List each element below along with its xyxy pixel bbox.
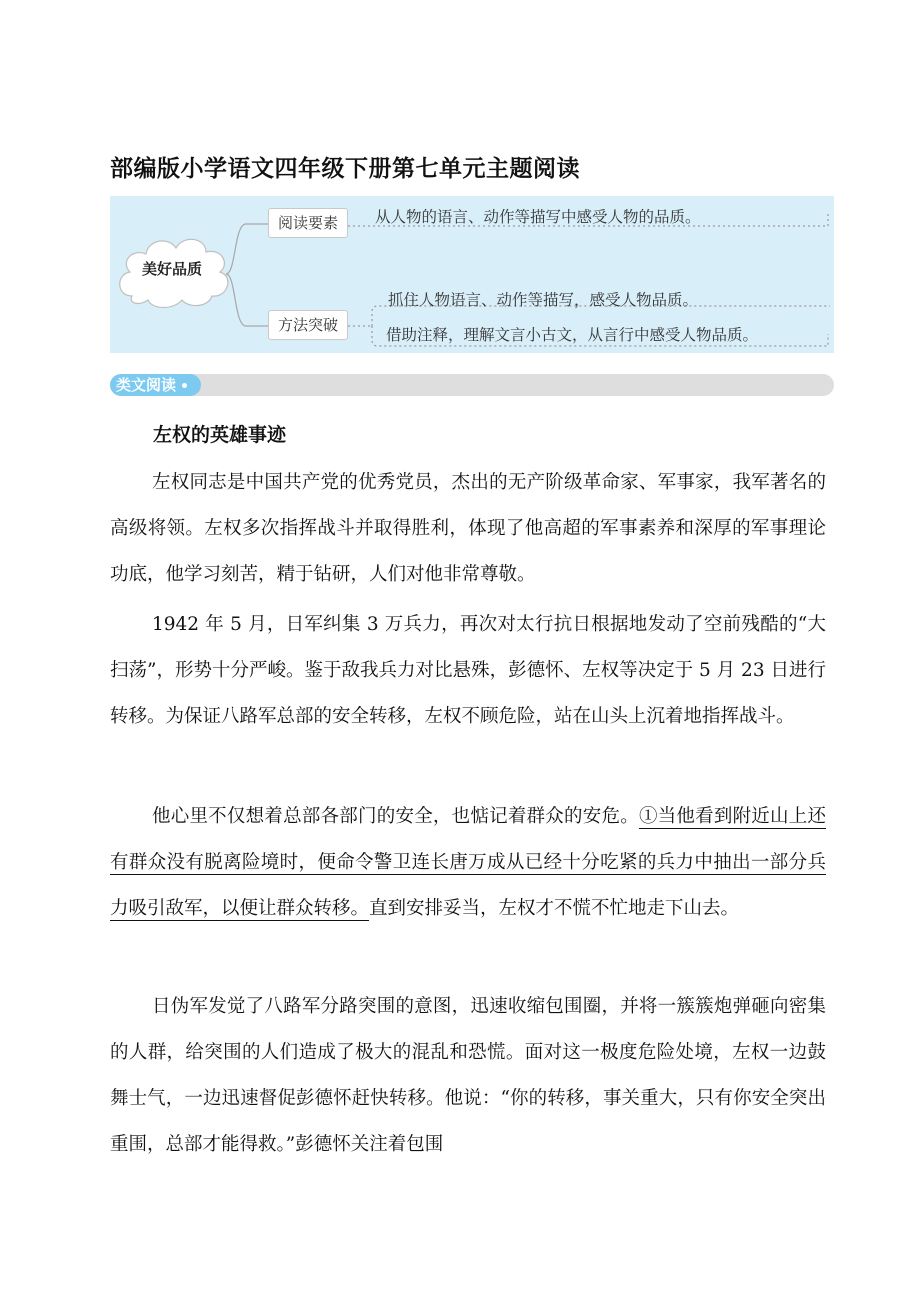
mind-map-node-method: 方法突破 (268, 310, 348, 340)
paragraph-text: 他心里不仅想着总部各部门的安全，也惦记着群众的安危。 (152, 806, 639, 827)
section-bar (110, 374, 834, 396)
article-title: 左权的英雄事迹 (153, 424, 287, 446)
dot-icon (182, 383, 187, 388)
section-label: 类文阅读 (116, 376, 177, 394)
underlined-sentence: ①当他看到附近山上还有群众没有脱离险境时，便命令警卫连长唐万成从已经十分吃紧的兵力中抽出一部分兵力吸引敌军，以便让群众转移。 (110, 806, 826, 919)
mind-map-item: 借助注释，理解文言小古文，从言行中感受人物品质。 (386, 326, 759, 344)
mind-map (110, 196, 834, 353)
mind-map-center: 美好品质 (141, 260, 202, 278)
mind-map-item: 抓住人物语言、动作等描写，感受人物品质。 (388, 291, 699, 309)
mind-map-item: 从人物的语言、动作等描写中感受人物的品质。 (375, 208, 701, 226)
page-title: 部编版小学语文四年级下册第七单元主题阅读 (110, 156, 580, 182)
article-paragraph (110, 794, 826, 932)
paragraph-text: 直到安排妥当，左权才不慌不忙地走下山去。 (369, 898, 740, 919)
section-tag (110, 374, 201, 396)
article-paragraph: 1942 年 5 月，日军纠集 3 万兵力，再次对太行抗日根据地发动了空前残酷的“大扫荡”，形势十分严峻。鉴于敌我兵力对比悬殊，彭德怀、左权等决定于 5 月 23 日进行转移。为保证八路军总部的安全转移，左权不顾危险，站在山头上沉着地指挥战斗。 (110, 614, 826, 727)
mind-map-node-reading-element: 阅读要素 (268, 208, 348, 238)
article-paragraph: 左权同志是中国共产党的优秀党员，杰出的无产阶级革命家、军事家，我军著名的高级将领。左权多次指挥战斗并取得胜利，体现了他高超的军事素养和深厚的军事理论功底，他学习刻苦，精于钻研，人们对他非常尊敬。 (110, 472, 826, 585)
article-paragraph: 日伪军发觉了八路军分路突围的意图，迅速收缩包围圈，并将一簇簇炮弹砸向密集的人群，给突围的人们造成了极大的混乱和恐慌。面对这一极度危险处境，左权一边鼓舞士气，一边迅速督促彭德怀赶快转移。他说：“你的转移，事关重大，只有你安全突出重围，总部才能得救。”彭德怀关注着包围 (110, 996, 826, 1155)
